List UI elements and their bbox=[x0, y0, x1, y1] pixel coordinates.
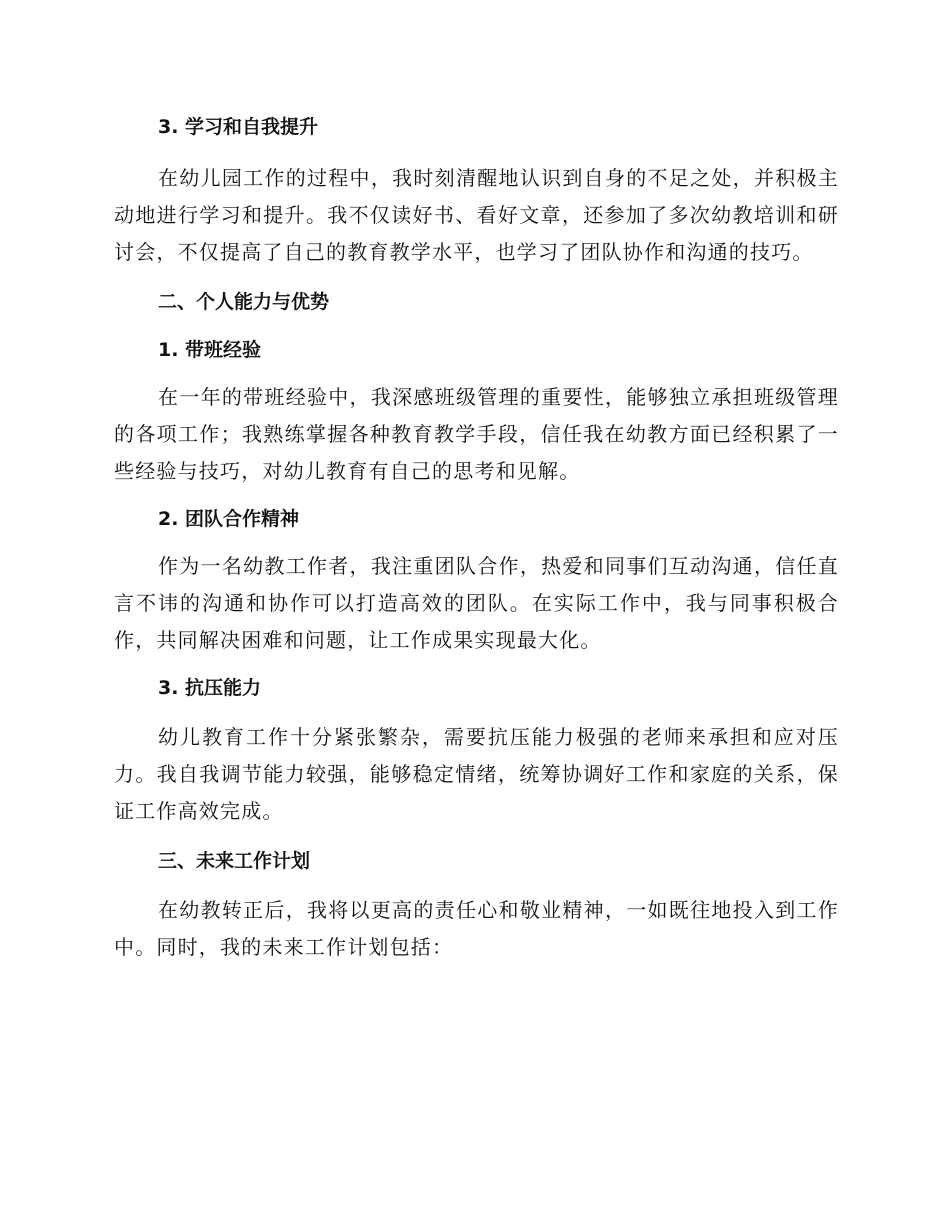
paragraph-class-experience: 在一年的带班经验中，我深感班级管理的重要性，能够独立承担班级管理的各项工作；我熟练掌握各种教育教学手段，信任我在幼教方面已经积累了一些经验与技巧，对幼儿教育有自己的思考和见解。 bbox=[114, 385, 839, 483]
section-heading-abilities: 二、个人能力与优势 bbox=[158, 291, 330, 313]
document-body bbox=[114, 108, 839, 966]
section-heading-pressure: 3. 抗压能力 bbox=[158, 677, 262, 699]
section-heading-teamwork: 2. 团队合作精神 bbox=[158, 508, 300, 530]
section-heading-future-plan: 三、未来工作计划 bbox=[158, 850, 311, 872]
section-heading-learning: 3. 学习和自我提升 bbox=[158, 116, 319, 138]
paragraph-future-plan: 在幼教转正后，我将以更高的责任心和敬业精神，一如既往地投入到工作中。同时，我的未来工作计划包括： bbox=[114, 898, 839, 959]
paragraph-teamwork: 作为一名幼教工作者，我注重团队合作，热爱和同事们互动沟通，信任直言不讳的沟通和协作可以打造高效的团队。在实际工作中，我与同事积极合作，共同解决困难和问题，让工作成果实现最大化。 bbox=[114, 554, 839, 652]
section-heading-class-experience: 1. 带班经验 bbox=[158, 339, 262, 361]
paragraph-learning: 在幼儿园工作的过程中，我时刻清醒地认识到自身的不足之处，并积极主动地进行学习和提升。我不仅读好书、看好文章，还参加了多次幼教培训和研讨会，不仅提高了自己的教育教学水平，也学习了团队协作和沟通的技巧。 bbox=[114, 166, 839, 264]
paragraph-pressure: 幼儿教育工作十分紧张繁杂，需要抗压能力极强的老师来承担和应对压力。我自我调节能力较强，能够稳定情绪，统筹协调好工作和家庭的关系，保证工作高效完成。 bbox=[114, 725, 839, 823]
